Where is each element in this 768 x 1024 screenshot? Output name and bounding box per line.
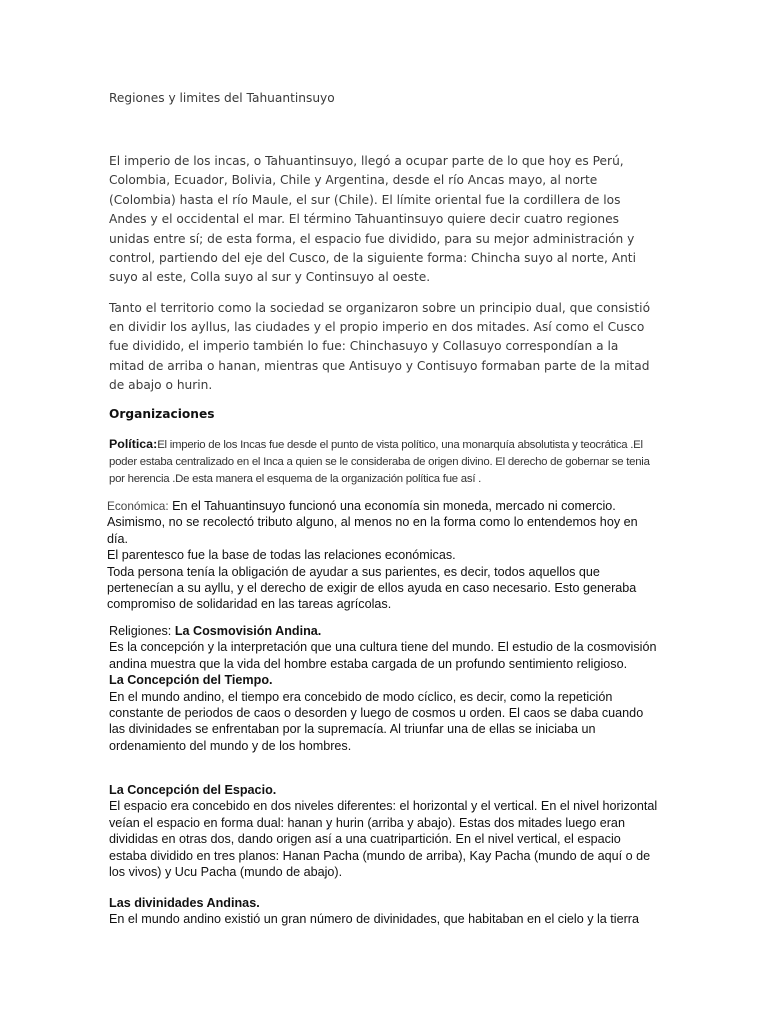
paragraph-territory: El imperio de los incas, o Tahuantinsuyo, llegó a ocupar parte de lo que hoy es Perú, Colombia, Ecuador, Bolivia, Chile y Argentina, desde el río Ancas mayo, al norte (Colombia) hasta el río Maule, el sur (Chile). El límite oriental fue la cordillera de los Andes y el occidental el mar. El término Tahuantinsuyo quiere decir cuatro regiones unidas entre sí; de esta forma, el espacio fue dividido, para su mejor administración y control, partiendo del eje del Cusco, de la siguiente forma: Chincha suyo al norte, Anti suyo al este, Colla suyo al sur y Continsuyo al oeste. bbox=[109, 154, 636, 285]
section-divinidades bbox=[109, 895, 659, 928]
paragraph-dual-principle: Tanto el territorio como la sociedad se organizaron sobre un principio dual, que consistió en dividir los ayllus, las ciudades y el propio imperio en dos mitades. Así como el Cusco fue dividido, el imperio también lo fue: Chinchasuyo y Collasuyo correspondían a la mitad de arriba o hanan, mientras que Antisuyo y Contisuyo formaban parte de la mitad de abajo o hurin. bbox=[109, 301, 651, 392]
divinidades-text: En el mundo andino existió un gran número de divinidades, que habitaban en el cielo y la tierra bbox=[109, 912, 639, 927]
tiempo-heading: La Concepción del Tiempo. bbox=[109, 673, 273, 688]
section-espacio bbox=[109, 782, 659, 880]
section-economica bbox=[107, 498, 657, 613]
cosmovision-heading: La Cosmovisión Andina. bbox=[174, 624, 322, 638]
section-religiones bbox=[109, 623, 659, 754]
economica-obligacion: Toda persona tenía la obligación de ayudar a sus parientes, es decir, todos aquellos que pertenecían a su ayllu, y el derecho de exigir de ellos ayuda en caso necesario. Esto generaba compromiso de solidaridad en las tareas agrícolas. bbox=[107, 564, 637, 612]
espacio-text: El espacio era concebido en dos niveles diferentes: el horizontal y el vertical. En el nivel horizontal veían el espacio en forma dual: hanan y hurin (arriba y abajo). Estas dos mitades luego eran divididas en otras dos, dando origen así a una cuatripartición. En el nivel vertical, el espacio estaba dividido en tres planos: Hanan Pacha (mundo de arriba), Kay Pacha (mundo de aquí o de los vivos) y Ucu Pacha (mundo de abajo). bbox=[109, 799, 658, 880]
section-politica bbox=[109, 436, 654, 488]
tiempo-text: En el mundo andino, el tiempo era concebido de modo cíclico, es decir, como la repetición constante de periodos de caos o desorden y luego de cosmos u orden. El caos se daba cuando las divinidades se enfrentaban por la supremacía. Al triunfar una de ellas se iniciaba un ordenamiento del mundo y de los hombres. bbox=[109, 689, 644, 753]
economica-text: En el Tahuantinsuyo funcionó una economía sin moneda, mercado ni comercio. Asimismo, no se recolectó tributo alguno, al menos no en la forma como lo entendemos hoy en día. bbox=[107, 499, 638, 546]
politica-text: El imperio de los Incas fue desde el punto de vista político, una monarquía absolutista y teocrática .El poder estaba centralizado en el Inca a quien se le consideraba de origen divino. El derecho de gobernar se tenia por herencia .De esta manera el esquema de la organización política fue así . bbox=[109, 439, 650, 485]
divinidades-heading: Las divinidades Andinas. bbox=[109, 896, 260, 910]
heading-organizaciones: Organizaciones bbox=[109, 407, 215, 421]
religiones-label: Religiones: bbox=[109, 624, 175, 638]
espacio-heading: La Concepción del Espacio. bbox=[109, 783, 277, 797]
economica-label: Económica: bbox=[107, 499, 169, 513]
document-title: Regiones y limites del Tahuantinsuyo bbox=[109, 91, 335, 105]
politica-label: Política: bbox=[109, 437, 158, 451]
cosmovision-text: Es la concepción y la interpretación que una cultura tiene del mundo. El estudio de la cosmovisión andina muestra que la vida del hombre estaba cargada de un profundo sentimiento religioso. bbox=[109, 640, 657, 671]
economica-parentesco: El parentesco fue la base de todas las relaciones económicas. bbox=[107, 548, 456, 563]
